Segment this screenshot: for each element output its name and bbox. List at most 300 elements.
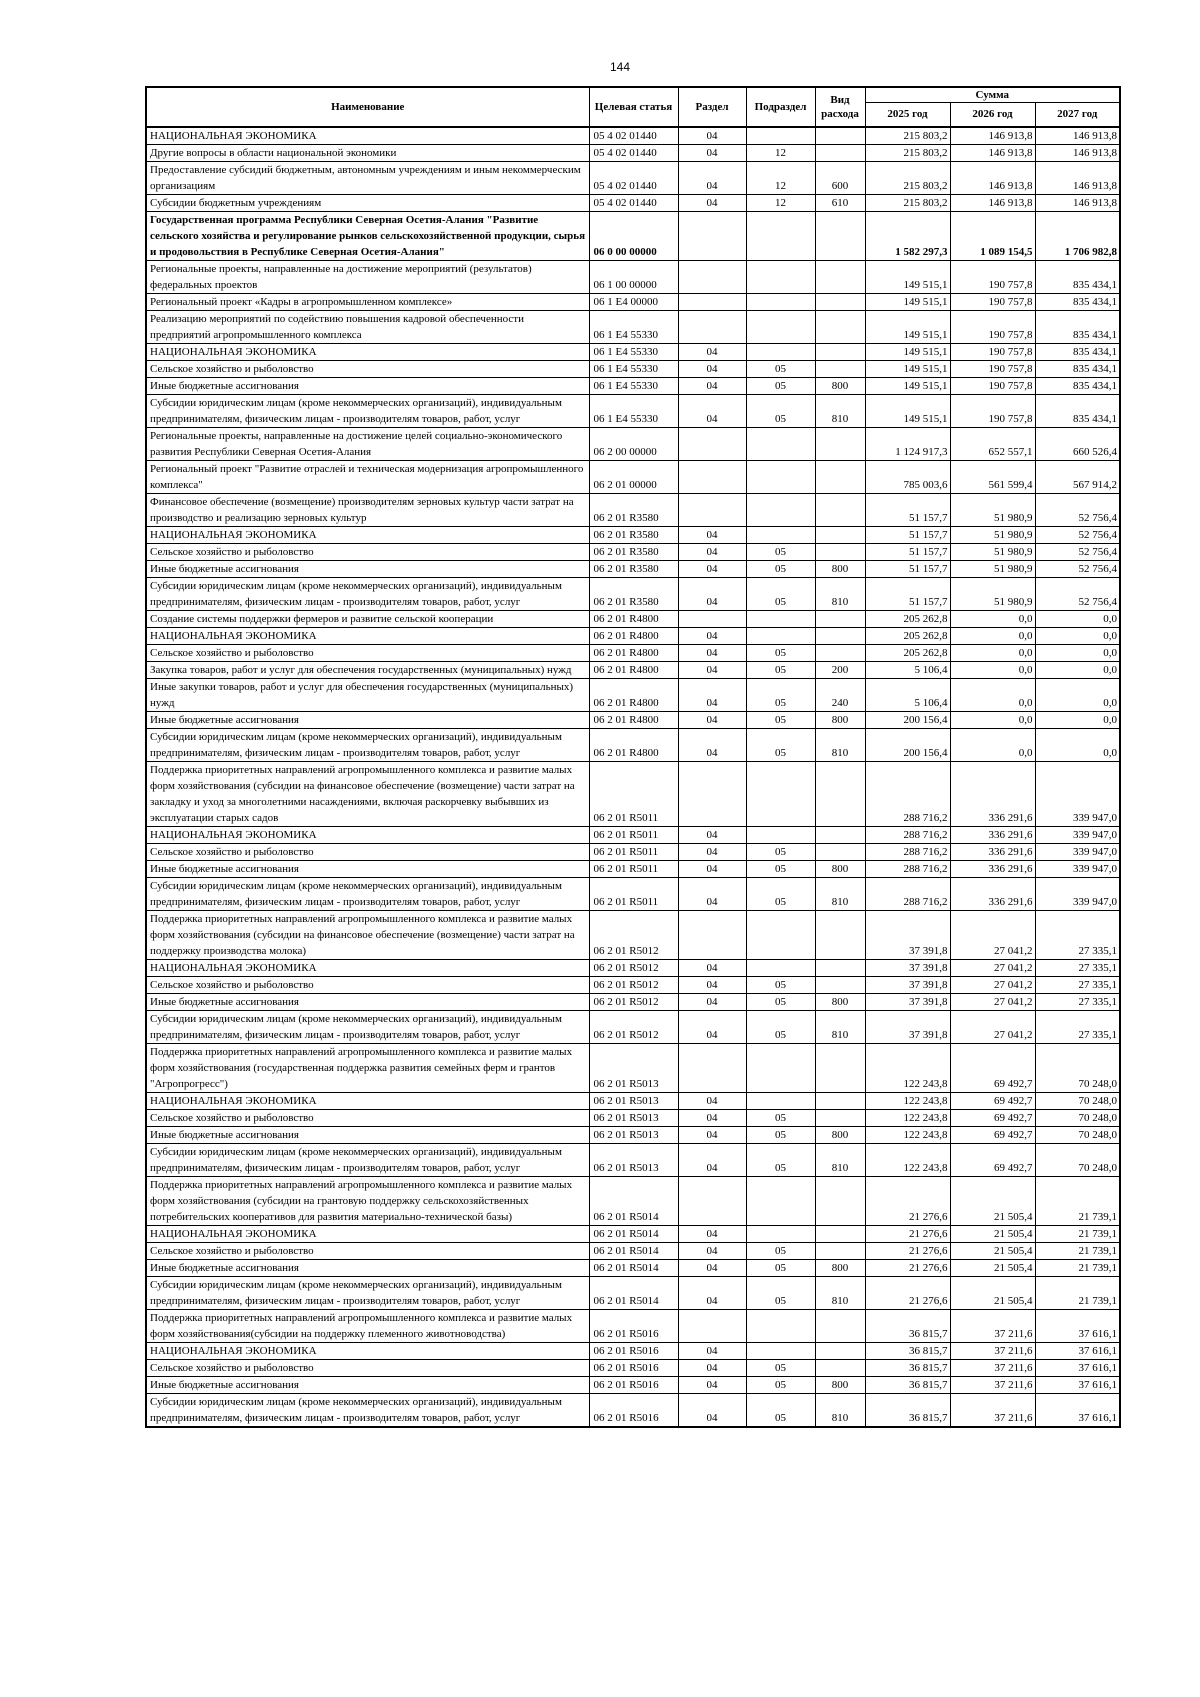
row-type-cell (815, 427, 865, 460)
row-code-cell: 06 1 E4 00000 (589, 293, 678, 310)
row-2026-cell: 37 211,6 (950, 1359, 1035, 1376)
row-section-cell: 04 (678, 343, 746, 360)
row-subsection-cell (746, 460, 815, 493)
row-section-cell: 04 (678, 728, 746, 761)
page-number: 144 (609, 60, 631, 74)
row-name-cell: НАЦИОНАЛЬНАЯ ЭКОНОМИКА (146, 1342, 589, 1359)
row-2026-cell: 37 211,6 (950, 1376, 1035, 1393)
table-row (146, 1359, 1120, 1376)
row-name-cell: Другие вопросы в области национальной экономики (146, 144, 589, 161)
row-type-cell (815, 493, 865, 526)
row-code-cell: 06 2 01 R5013 (589, 1126, 678, 1143)
row-2027-cell: 21 739,1 (1035, 1276, 1120, 1309)
row-subsection-cell: 05 (746, 1359, 815, 1376)
row-name-cell: Иные бюджетные ассигнования (146, 711, 589, 728)
row-code-cell: 06 2 01 R4800 (589, 678, 678, 711)
row-code-cell: 06 2 01 R3580 (589, 560, 678, 577)
row-2027-cell: 146 913,8 (1035, 161, 1120, 194)
row-2025-cell: 21 276,6 (865, 1259, 950, 1276)
table-row (146, 993, 1120, 1010)
row-2025-cell: 37 391,8 (865, 976, 950, 993)
row-section-cell: 04 (678, 826, 746, 843)
row-section-cell: 04 (678, 560, 746, 577)
row-2026-cell: 0,0 (950, 728, 1035, 761)
row-section-cell: 04 (678, 843, 746, 860)
row-type-cell (815, 1109, 865, 1126)
row-code-cell: 06 2 01 R4800 (589, 610, 678, 627)
row-name-cell: Поддержка приоритетных направлений агропромышленного комплекса и развитие малых форм хозяйствования (субсидии на финансовое обеспечение (возмещение) части затрат на закладку и уход за многолетними насаждениями, включая раскорчевку выбывших из эксплуатации старых садов (146, 761, 589, 826)
row-section-cell (678, 761, 746, 826)
row-name-cell: Иные бюджетные ассигнования (146, 560, 589, 577)
row-2026-cell: 27 041,2 (950, 976, 1035, 993)
row-code-cell: 06 2 01 R4800 (589, 711, 678, 728)
row-subsection-cell: 05 (746, 577, 815, 610)
row-code-cell: 06 2 01 R5016 (589, 1309, 678, 1342)
row-2027-cell: 27 335,1 (1035, 1010, 1120, 1043)
table-row (146, 661, 1120, 678)
row-name-cell: Субсидии юридическим лицам (кроме некоммерческих организаций), индивидуальным предпринимателям, физическим лицам - производителям товаров, работ, услуг (146, 1276, 589, 1309)
row-type-cell (815, 310, 865, 343)
row-2025-cell: 37 391,8 (865, 959, 950, 976)
row-subsection-cell (746, 260, 815, 293)
row-2027-cell: 52 756,4 (1035, 543, 1120, 560)
header-2026: 2026 год (950, 103, 1035, 127)
row-code-cell: 06 2 01 R5013 (589, 1143, 678, 1176)
row-2027-cell: 37 616,1 (1035, 1376, 1120, 1393)
row-2025-cell: 37 391,8 (865, 910, 950, 959)
row-type-cell (815, 627, 865, 644)
row-code-cell: 06 2 01 R5012 (589, 976, 678, 993)
row-name-cell: Закупка товаров, работ и услуг для обеспечения государственных (муниципальных) нужд (146, 661, 589, 678)
row-2026-cell: 190 757,8 (950, 394, 1035, 427)
row-2025-cell: 288 716,2 (865, 826, 950, 843)
row-name-cell: Сельское хозяйство и рыболовство (146, 1242, 589, 1259)
row-2026-cell: 69 492,7 (950, 1092, 1035, 1109)
row-code-cell: 06 2 01 R5013 (589, 1043, 678, 1092)
row-2026-cell: 336 291,6 (950, 843, 1035, 860)
row-2027-cell: 835 434,1 (1035, 377, 1120, 394)
row-2026-cell: 146 913,8 (950, 194, 1035, 211)
row-section-cell: 04 (678, 1126, 746, 1143)
row-2027-cell: 70 248,0 (1035, 1143, 1120, 1176)
row-2025-cell: 122 243,8 (865, 1043, 950, 1092)
row-name-cell: Субсидии юридическим лицам (кроме некоммерческих организаций), индивидуальным предпринимателям, физическим лицам - производителям товаров, работ, услуг (146, 1010, 589, 1043)
row-2026-cell: 69 492,7 (950, 1143, 1035, 1176)
row-2025-cell: 149 515,1 (865, 343, 950, 360)
row-section-cell: 04 (678, 1359, 746, 1376)
row-subsection-cell (746, 310, 815, 343)
row-section-cell: 04 (678, 394, 746, 427)
row-2027-cell: 146 913,8 (1035, 194, 1120, 211)
row-code-cell: 06 2 01 R5014 (589, 1176, 678, 1225)
row-type-cell (815, 761, 865, 826)
row-type-cell (815, 293, 865, 310)
row-section-cell: 04 (678, 526, 746, 543)
table-row (146, 194, 1120, 211)
row-type-cell: 800 (815, 1126, 865, 1143)
row-type-cell: 810 (815, 1393, 865, 1427)
row-section-cell: 04 (678, 127, 746, 145)
table-row (146, 577, 1120, 610)
row-type-cell (815, 959, 865, 976)
row-2025-cell: 288 716,2 (865, 843, 950, 860)
row-section-cell (678, 460, 746, 493)
row-subsection-cell: 05 (746, 1276, 815, 1309)
row-name-cell: Сельское хозяйство и рыболовство (146, 1359, 589, 1376)
row-type-cell (815, 1342, 865, 1359)
row-2026-cell: 190 757,8 (950, 293, 1035, 310)
row-2025-cell: 5 106,4 (865, 661, 950, 678)
row-subsection-cell: 05 (746, 1376, 815, 1393)
table-row (146, 127, 1120, 145)
row-2025-cell: 122 243,8 (865, 1126, 950, 1143)
table-row (146, 860, 1120, 877)
row-code-cell: 06 2 01 R5011 (589, 877, 678, 910)
header-2027: 2027 год (1035, 103, 1120, 127)
row-2025-cell: 1 124 917,3 (865, 427, 950, 460)
row-section-cell: 04 (678, 959, 746, 976)
row-2026-cell: 37 211,6 (950, 1342, 1035, 1359)
row-code-cell: 06 2 01 R5013 (589, 1092, 678, 1109)
row-subsection-cell: 05 (746, 976, 815, 993)
row-2025-cell: 5 106,4 (865, 678, 950, 711)
row-name-cell: Сельское хозяйство и рыболовство (146, 543, 589, 560)
table-row (146, 144, 1120, 161)
table-row (146, 1242, 1120, 1259)
row-section-cell: 04 (678, 860, 746, 877)
row-2025-cell: 37 391,8 (865, 993, 950, 1010)
row-2026-cell: 336 291,6 (950, 761, 1035, 826)
row-2025-cell: 21 276,6 (865, 1276, 950, 1309)
row-name-cell: Субсидии бюджетным учреждениям (146, 194, 589, 211)
row-2025-cell: 36 815,7 (865, 1376, 950, 1393)
row-code-cell: 06 2 01 R5016 (589, 1376, 678, 1393)
row-code-cell: 05 4 02 01440 (589, 127, 678, 145)
row-code-cell: 06 1 E4 55330 (589, 360, 678, 377)
row-type-cell: 810 (815, 877, 865, 910)
row-type-cell (815, 1309, 865, 1342)
row-type-cell: 810 (815, 728, 865, 761)
row-code-cell: 06 1 E4 55330 (589, 377, 678, 394)
table-row (146, 1393, 1120, 1427)
row-code-cell: 06 0 00 00000 (589, 211, 678, 260)
row-2026-cell: 561 599,4 (950, 460, 1035, 493)
table-row (146, 343, 1120, 360)
row-subsection-cell: 05 (746, 377, 815, 394)
row-2027-cell: 835 434,1 (1035, 310, 1120, 343)
row-2025-cell: 215 803,2 (865, 144, 950, 161)
table-row (146, 1109, 1120, 1126)
row-type-cell (815, 1176, 865, 1225)
row-2026-cell: 0,0 (950, 661, 1035, 678)
table-row (146, 211, 1120, 260)
row-2026-cell: 37 211,6 (950, 1393, 1035, 1427)
row-section-cell (678, 493, 746, 526)
row-section-cell: 04 (678, 577, 746, 610)
table-row (146, 526, 1120, 543)
row-name-cell: НАЦИОНАЛЬНАЯ ЭКОНОМИКА (146, 526, 589, 543)
row-2027-cell: 70 248,0 (1035, 1126, 1120, 1143)
row-section-cell: 04 (678, 661, 746, 678)
row-2027-cell: 339 947,0 (1035, 860, 1120, 877)
row-2027-cell: 146 913,8 (1035, 144, 1120, 161)
row-name-cell: Региональные проекты, направленные на достижение мероприятий (результатов) федеральных проектов (146, 260, 589, 293)
table-row (146, 260, 1120, 293)
table-row (146, 1010, 1120, 1043)
row-section-cell (678, 1176, 746, 1225)
row-code-cell: 06 2 01 R3580 (589, 577, 678, 610)
row-2026-cell: 1 089 154,5 (950, 211, 1035, 260)
row-code-cell: 06 1 00 00000 (589, 260, 678, 293)
table-row (146, 1143, 1120, 1176)
row-type-cell: 800 (815, 560, 865, 577)
row-name-cell: Реализацию мероприятий по содействию повышения кадровой обеспеченности предприятий агропромышленного комплекса (146, 310, 589, 343)
row-code-cell: 06 2 01 R4800 (589, 627, 678, 644)
row-2025-cell: 149 515,1 (865, 394, 950, 427)
row-name-cell: Субсидии юридическим лицам (кроме некоммерческих организаций), индивидуальным предпринимателям, физическим лицам - производителям товаров, работ, услуг (146, 1143, 589, 1176)
row-subsection-cell: 05 (746, 1109, 815, 1126)
row-subsection-cell (746, 1176, 815, 1225)
table-row (146, 627, 1120, 644)
row-2027-cell: 0,0 (1035, 661, 1120, 678)
row-name-cell: Региональный проект "Развитие отраслей и техническая модернизация агропромышленного комплекса" (146, 460, 589, 493)
table-row (146, 543, 1120, 560)
row-2026-cell: 336 291,6 (950, 826, 1035, 843)
row-2026-cell: 51 980,9 (950, 493, 1035, 526)
row-section-cell: 04 (678, 627, 746, 644)
row-section-cell: 04 (678, 1092, 746, 1109)
table-row (146, 644, 1120, 661)
table-row (146, 610, 1120, 627)
row-subsection-cell: 05 (746, 678, 815, 711)
table-row (146, 711, 1120, 728)
row-name-cell: НАЦИОНАЛЬНАЯ ЭКОНОМИКА (146, 627, 589, 644)
row-2025-cell: 205 262,8 (865, 627, 950, 644)
row-2025-cell: 200 156,4 (865, 728, 950, 761)
row-2026-cell: 21 505,4 (950, 1276, 1035, 1309)
row-section-cell: 04 (678, 1010, 746, 1043)
row-2026-cell: 21 505,4 (950, 1176, 1035, 1225)
row-2027-cell: 0,0 (1035, 728, 1120, 761)
row-code-cell: 06 2 01 R5012 (589, 959, 678, 976)
row-code-cell: 06 2 01 00000 (589, 460, 678, 493)
row-code-cell: 06 1 E4 55330 (589, 343, 678, 360)
row-name-cell: Предоставление субсидий бюджетным, автономным учреждениям и иным некоммерческим организациям (146, 161, 589, 194)
row-type-cell: 810 (815, 1143, 865, 1176)
row-subsection-cell (746, 293, 815, 310)
row-2026-cell: 27 041,2 (950, 910, 1035, 959)
row-type-cell (815, 211, 865, 260)
row-2026-cell: 21 505,4 (950, 1225, 1035, 1242)
row-subsection-cell (746, 127, 815, 145)
table-row (146, 377, 1120, 394)
row-subsection-cell (746, 610, 815, 627)
row-2026-cell: 146 913,8 (950, 127, 1035, 145)
row-2026-cell: 190 757,8 (950, 260, 1035, 293)
row-2027-cell: 52 756,4 (1035, 493, 1120, 526)
row-subsection-cell: 05 (746, 728, 815, 761)
row-2025-cell: 1 582 297,3 (865, 211, 950, 260)
row-subsection-cell: 05 (746, 993, 815, 1010)
row-section-cell: 04 (678, 1109, 746, 1126)
row-2026-cell: 0,0 (950, 678, 1035, 711)
row-2026-cell: 146 913,8 (950, 144, 1035, 161)
row-name-cell: НАЦИОНАЛЬНАЯ ЭКОНОМИКА (146, 127, 589, 145)
row-2025-cell: 51 157,7 (865, 577, 950, 610)
table-row (146, 161, 1120, 194)
row-code-cell: 06 2 01 R5011 (589, 761, 678, 826)
table-row (146, 959, 1120, 976)
row-2027-cell: 0,0 (1035, 627, 1120, 644)
row-subsection-cell: 05 (746, 1259, 815, 1276)
row-subsection-cell (746, 427, 815, 460)
row-name-cell: Иные бюджетные ассигнования (146, 377, 589, 394)
row-section-cell: 04 (678, 144, 746, 161)
row-subsection-cell (746, 343, 815, 360)
row-code-cell: 06 2 01 R4800 (589, 728, 678, 761)
row-name-cell: Сельское хозяйство и рыболовство (146, 644, 589, 661)
row-2027-cell: 835 434,1 (1035, 394, 1120, 427)
table-row (146, 910, 1120, 959)
table-row (146, 1176, 1120, 1225)
row-type-cell: 200 (815, 661, 865, 678)
row-type-cell (815, 910, 865, 959)
row-subsection-cell: 05 (746, 543, 815, 560)
table-row (146, 360, 1120, 377)
row-subsection-cell: 05 (746, 394, 815, 427)
row-subsection-cell (746, 910, 815, 959)
row-2025-cell: 21 276,6 (865, 1176, 950, 1225)
row-type-cell: 800 (815, 1376, 865, 1393)
row-2027-cell: 52 756,4 (1035, 577, 1120, 610)
row-2025-cell: 149 515,1 (865, 377, 950, 394)
row-2027-cell: 0,0 (1035, 711, 1120, 728)
row-code-cell: 05 4 02 01440 (589, 161, 678, 194)
row-name-cell: Субсидии юридическим лицам (кроме некоммерческих организаций), индивидуальным предпринимателям, физическим лицам - производителям товаров, работ, услуг (146, 877, 589, 910)
row-type-cell: 800 (815, 377, 865, 394)
row-subsection-cell (746, 1043, 815, 1092)
row-2027-cell: 70 248,0 (1035, 1043, 1120, 1092)
row-type-cell: 800 (815, 860, 865, 877)
table-row (146, 1309, 1120, 1342)
row-section-cell: 04 (678, 161, 746, 194)
header-code: Целевая статья (589, 87, 678, 127)
row-name-cell: Субсидии юридическим лицам (кроме некоммерческих организаций), индивидуальным предпринимателям, физическим лицам - производителям товаров, работ, услуг (146, 394, 589, 427)
row-type-cell (815, 127, 865, 145)
table-row (146, 1342, 1120, 1359)
row-type-cell (815, 826, 865, 843)
row-2025-cell: 51 157,7 (865, 493, 950, 526)
row-2026-cell: 0,0 (950, 644, 1035, 661)
row-2026-cell: 69 492,7 (950, 1126, 1035, 1143)
row-type-cell: 810 (815, 394, 865, 427)
row-section-cell: 04 (678, 1342, 746, 1359)
row-subsection-cell: 05 (746, 1393, 815, 1427)
row-name-cell: Сельское хозяйство и рыболовство (146, 360, 589, 377)
row-2025-cell: 288 716,2 (865, 877, 950, 910)
table-row (146, 1276, 1120, 1309)
row-type-cell (815, 460, 865, 493)
row-name-cell: Поддержка приоритетных направлений агропромышленного комплекса и развитие малых форм хозяйствования (государственная поддержка развития семейных ферм и грантов "Агропрогресс") (146, 1043, 589, 1092)
row-section-cell (678, 293, 746, 310)
row-2025-cell: 149 515,1 (865, 260, 950, 293)
row-2025-cell: 51 157,7 (865, 526, 950, 543)
table-row (146, 293, 1120, 310)
table-row (146, 560, 1120, 577)
row-section-cell: 04 (678, 543, 746, 560)
row-section-cell (678, 610, 746, 627)
table-row (146, 728, 1120, 761)
row-code-cell: 06 2 01 R4800 (589, 661, 678, 678)
row-code-cell: 06 2 01 R3580 (589, 543, 678, 560)
row-name-cell: НАЦИОНАЛЬНАЯ ЭКОНОМИКА (146, 826, 589, 843)
row-2027-cell: 70 248,0 (1035, 1092, 1120, 1109)
row-type-cell: 810 (815, 1010, 865, 1043)
row-name-cell: Поддержка приоритетных направлений агропромышленного комплекса и развитие малых форм хозяйствования (субсидии на финансовое обеспечение (возмещение) части затрат на поддержку производства молока) (146, 910, 589, 959)
row-2027-cell: 21 739,1 (1035, 1242, 1120, 1259)
row-subsection-cell: 05 (746, 877, 815, 910)
row-2025-cell: 215 803,2 (865, 161, 950, 194)
row-2026-cell: 21 505,4 (950, 1259, 1035, 1276)
row-2027-cell: 339 947,0 (1035, 761, 1120, 826)
row-2025-cell: 215 803,2 (865, 127, 950, 145)
row-code-cell: 06 2 01 R5014 (589, 1225, 678, 1242)
table-row (146, 1092, 1120, 1109)
row-2026-cell: 190 757,8 (950, 360, 1035, 377)
table-row (146, 493, 1120, 526)
row-type-cell (815, 543, 865, 560)
table-row (146, 761, 1120, 826)
row-type-cell (815, 526, 865, 543)
header-section: Раздел (678, 87, 746, 127)
row-2026-cell: 21 505,4 (950, 1242, 1035, 1259)
header-type: Вид расхода (815, 87, 865, 127)
row-code-cell: 06 2 01 R5016 (589, 1393, 678, 1427)
row-type-cell: 810 (815, 1276, 865, 1309)
header-sum: Сумма (865, 87, 1120, 103)
row-type-cell (815, 976, 865, 993)
table-row (146, 1376, 1120, 1393)
row-subsection-cell: 05 (746, 1242, 815, 1259)
row-type-cell: 800 (815, 1259, 865, 1276)
row-subsection-cell: 05 (746, 661, 815, 678)
table-row (146, 460, 1120, 493)
row-2027-cell: 835 434,1 (1035, 260, 1120, 293)
row-section-cell (678, 910, 746, 959)
row-code-cell: 06 2 01 R5014 (589, 1259, 678, 1276)
row-2027-cell: 146 913,8 (1035, 127, 1120, 145)
row-code-cell: 06 2 01 R5013 (589, 1109, 678, 1126)
row-subsection-cell (746, 493, 815, 526)
row-section-cell: 04 (678, 1259, 746, 1276)
row-subsection-cell (746, 959, 815, 976)
table-row (146, 394, 1120, 427)
row-2025-cell: 51 157,7 (865, 560, 950, 577)
row-2027-cell: 21 739,1 (1035, 1259, 1120, 1276)
row-section-cell: 04 (678, 194, 746, 211)
row-2027-cell: 27 335,1 (1035, 976, 1120, 993)
row-2025-cell: 149 515,1 (865, 310, 950, 343)
row-2027-cell: 37 616,1 (1035, 1342, 1120, 1359)
row-subsection-cell (746, 627, 815, 644)
row-2025-cell: 785 003,6 (865, 460, 950, 493)
row-code-cell: 06 2 01 R3580 (589, 526, 678, 543)
row-2025-cell: 21 276,6 (865, 1225, 950, 1242)
row-subsection-cell: 05 (746, 1126, 815, 1143)
row-type-cell (815, 343, 865, 360)
row-name-cell: НАЦИОНАЛЬНАЯ ЭКОНОМИКА (146, 1092, 589, 1109)
row-2026-cell: 0,0 (950, 711, 1035, 728)
